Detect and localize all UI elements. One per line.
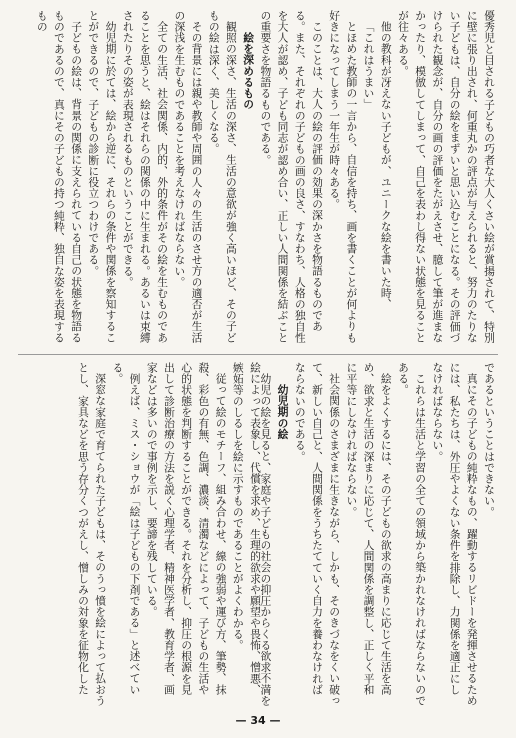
quote: 「これはうまい」: [362, 20, 376, 110]
page-number: — 34 —: [235, 714, 281, 727]
paragraph: 観照の深さ、生活の深さ、生活の意欲が強く高いほど、その子どもの絵は深く、美しくなる。: [207, 10, 238, 343]
lower-left-text-block: [26, 362, 264, 706]
paragraph: 例えば、ミス・ショウが「絵は子どもの下剤である」と述べている。: [111, 362, 142, 695]
paragraph: 従って絵のモチーフ、組み合わせ、線の強弱や運び方、筆勢、抹殺、彩色の有無、色調、濃淡、清濁などによって、子どもの生活や心的状態を判断することができる。それを分析し、抑圧の根源を見出して診断治療の方法を説く心理学者、精神医学者、教育学者、画家などは多いので事例を示し、要諦を残している。: [145, 362, 228, 695]
paragraph: 子どもの絵は、背景の関係に支えられている自己の状態を物語るものであるので、真にその子どもの持つ純粋、独自な姿を表現するもの: [35, 10, 84, 343]
divider: [18, 354, 498, 355]
paragraph: 優秀児と目される子どもの巧者な大人くさい絵が賞揚されて、特別に壁に張り出され、何重丸かの評点が与えられると、努力のたりない子どもは、自分の絵をまずいと思い込むことになる。その評価づけられた観念が、自分の画の評価をたがえさせ、臆して筆が進まなかったり、模倣してしまって、自己を表わし得ない状態を見ることが往々ある。: [396, 10, 496, 343]
paragraph: これらは生活と学習の全ての領域から築かれなければならないのである。: [396, 362, 428, 706]
section-heading: 絵を深めるもの: [242, 31, 256, 110]
lower-right-text-block: [259, 362, 498, 706]
paragraph: 社会関係のさまざまに生きながら、しかも、そのきづなをくい破って、新しい自己と、人間関係をうちたてていく自力を養わなければならないのである。: [293, 362, 342, 706]
paragraph: とほめた教師の一言から、自信を持ち、画を書くことが何よりも好きになってしまう一年生が時々ある。: [328, 10, 359, 343]
paragraph: であるということはできない。: [483, 362, 496, 518]
paragraph: その背景には親や教師や周囲の人々の生活のさせ方の適否が生活の深浅を生むものであることを考えなければならない。: [173, 10, 204, 343]
paragraph: 他の教科が冴えない子どもが、ユニークな絵を書いた時、: [379, 20, 393, 310]
paragraph: 幼児期に於ては、絵から逆に、それらの条件や関係を察知することができるので、子どもの診断に役立つわけである。: [87, 10, 118, 343]
paragraph: 全ての生活、社会関係、内的、外的条件がその絵を生むものであることを思うと、絵はそれらの関係の中に生まれる。あるいは束縛されたりその姿が表現されるものということができる。: [121, 10, 170, 343]
upper-text-block: [35, 10, 498, 350]
paragraph: 絵によって表象し、代償を求め、生理的欲求や願望や畏怖、憎悪、嫉妬等のしるしを絵に示すものであることがよくわかる。: [231, 362, 262, 695]
paragraph: 真にその子どもの純粋なもの、躍動するリビドーを発揮させるためには、私たちは、外圧やよくない条件を排除し、力関係を適正にしなければならない。: [431, 362, 479, 706]
paragraph: 深窓な家庭で育てられた子どもは、そのうっ憤を絵によって払おうとし、家具などを思う存分くつがえし、憎しみの対象を征物化した: [76, 362, 108, 706]
section-heading: 幼児期の絵: [276, 383, 290, 440]
paragraph: 幼児の絵を見ると、家庭や子どもの社会の抑圧からくる欲求不満を: [259, 372, 273, 706]
paragraph: このことは、大人の絵の評価の効果の深かさを物語るものである。また、それぞれの子どもの画の良さ、すなわち、人格の独自性を大人が認め、子ども同志が認め合い、正しい人間関係を結ぶことの重要さを物語るものである。: [259, 10, 324, 343]
paragraph: 絵をよくするには、その子どもの欲求の高まりに応じて生活を高め、欲求と生活の深まりに応じて、人間関係を調整し、正しく平和に平等にしなければならない。: [345, 362, 393, 695]
